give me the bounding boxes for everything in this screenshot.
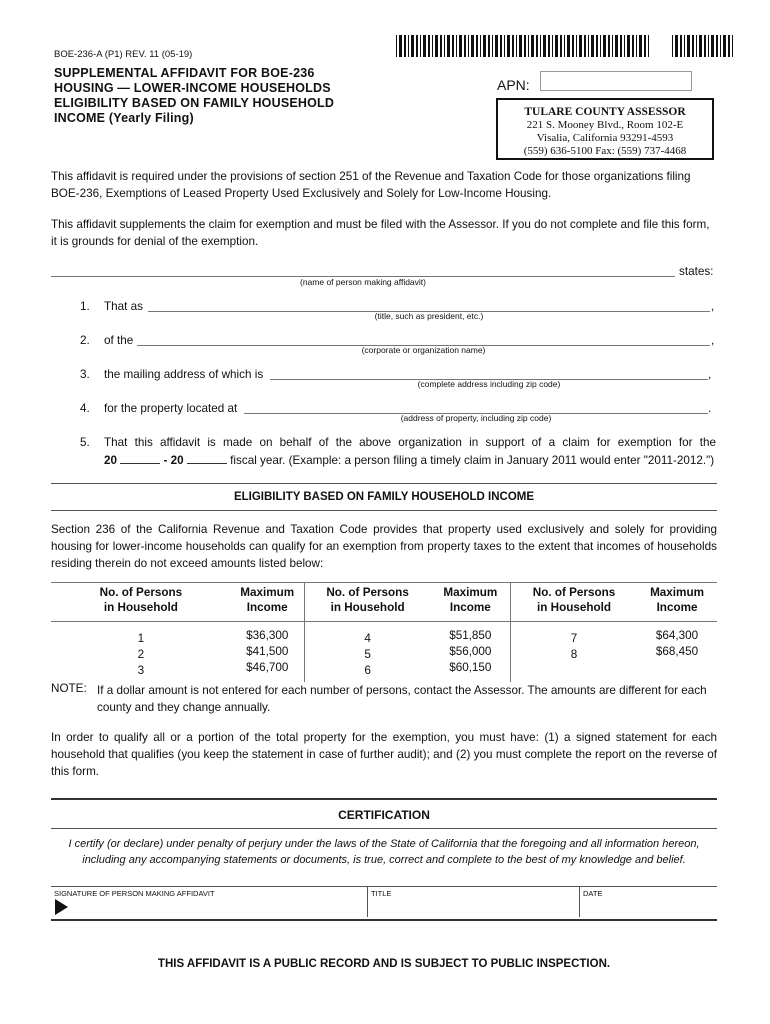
affiant-hint: (name of person making affidavit) bbox=[300, 277, 426, 287]
col-header-persons: No. of Persons in Household bbox=[511, 583, 638, 622]
title-line: ELIGIBILITY BASED ON FAMILY HOUSEHOLD bbox=[54, 96, 335, 110]
cert-line: I certify (or declare) under penalty of perjury under the laws of the State of California that the foregoing and all information hereon, bbox=[68, 838, 700, 850]
barcode bbox=[396, 35, 652, 57]
note-text: If a dollar amount is not entered for each number of persons, contact the Assessor. The amounts are different for each county and they change annually. bbox=[97, 684, 707, 714]
signature-row bbox=[51, 886, 717, 921]
assessor-address-line: Visalia, California 93291-4593 bbox=[536, 132, 674, 144]
item-hint: (corporate or organization name) bbox=[361, 345, 486, 355]
signature-label: SIGNATURE OF PERSON MAKING AFFIDAVIT bbox=[54, 889, 215, 898]
form-number: BOE-236-A (P1) REV. 11 (05-19) bbox=[54, 49, 193, 60]
fiscal-year-text: fiscal year. (Example: a person filing a timely claim in January 2011 would enter "2011-2012.") bbox=[230, 454, 715, 467]
divider bbox=[51, 798, 717, 800]
table-header-row bbox=[51, 583, 717, 622]
col-header-persons: No. of Persons in Household bbox=[304, 583, 431, 622]
title-line: INCOME (Yearly Filing) bbox=[54, 111, 194, 125]
title-label: TITLE bbox=[371, 889, 392, 898]
item-number: 1. bbox=[80, 300, 90, 313]
item-label: of the bbox=[104, 334, 134, 347]
title-signature-field[interactable] bbox=[367, 887, 579, 917]
item-punct: , bbox=[708, 368, 712, 381]
year-start-field[interactable] bbox=[120, 453, 160, 464]
item-punct: , bbox=[711, 334, 715, 347]
apn-input[interactable] bbox=[540, 71, 692, 91]
item-hint: (title, such as president, etc.) bbox=[374, 311, 484, 321]
divider bbox=[51, 828, 717, 829]
table-row bbox=[51, 622, 717, 683]
col-header-income: Maximum Income bbox=[431, 583, 511, 622]
item-number: 5. bbox=[80, 436, 90, 449]
note-label: NOTE: bbox=[51, 682, 87, 695]
states-label: states: bbox=[679, 265, 714, 278]
item-number: 4. bbox=[80, 402, 90, 415]
sign-here-arrow-icon bbox=[55, 899, 68, 915]
form-title bbox=[54, 66, 334, 126]
eligibility-paragraph: Section 236 of the California Revenue and Taxation Code provides that property used exclusively and solely for providing housing for lower-income households can qualify for an exemption from property taxes to the extent that incomes of households residing therein do not exceed amounts listed below: bbox=[51, 523, 717, 570]
date-label: DATE bbox=[583, 889, 603, 898]
title-line: HOUSING — LOWER-INCOME HOUSEHOLDS bbox=[54, 81, 331, 95]
cert-line: including any accompanying statements or documents, is true, correct and complete to the best of my knowledge and belief. bbox=[82, 854, 686, 866]
col-header-income: Maximum Income bbox=[637, 583, 717, 622]
title-line: SUPPLEMENTAL AFFIDAVIT FOR BOE-236 bbox=[54, 66, 315, 80]
apn-label: APN: bbox=[497, 77, 530, 93]
barcode-small bbox=[672, 35, 736, 57]
signature-field[interactable] bbox=[51, 887, 367, 917]
divider bbox=[51, 510, 717, 511]
income-cell: $36,300 $41,500 $46,700 bbox=[246, 629, 289, 674]
col-header-persons: No. of Persons in Household bbox=[51, 583, 231, 622]
assessor-address-line: 221 S. Mooney Blvd., Room 102-E bbox=[526, 119, 684, 131]
public-record-notice: THIS AFFIDAVIT IS A PUBLIC RECORD AND IS SUBJECT TO PUBLIC INSPECTION. bbox=[157, 958, 611, 970]
qualify-paragraph: In order to qualify all or a portion of the total property for the exemption, you must have: (1) a signed statement for each household that qualifies (you keep the statement in case of further audit); and (2) you must complete the report on the reverse of this form. bbox=[51, 731, 717, 778]
col-header-income: Maximum Income bbox=[231, 583, 304, 622]
intro-paragraph: This affidavit supplements the claim for exemption and must be filed with the Assessor. If you do not complete and file this form, it is grounds for denial of the exemption. bbox=[51, 218, 710, 248]
certification-heading: CERTIFICATION bbox=[338, 808, 430, 822]
item-punct: . bbox=[708, 402, 712, 415]
item-label: the mailing address of which is bbox=[104, 368, 264, 381]
item-label: That as bbox=[104, 300, 143, 313]
item-number: 2. bbox=[80, 334, 90, 347]
fiscal-year-line bbox=[104, 453, 716, 467]
persons-cell: 7 8 bbox=[511, 622, 638, 683]
date-field[interactable] bbox=[579, 887, 717, 917]
item5-text: That this affidavit is made on behalf of the above organization in support of a claim for exemption for the bbox=[104, 436, 716, 449]
item-punct: , bbox=[711, 300, 715, 313]
year-prefix: 20 bbox=[104, 454, 118, 467]
year-dash: - 20 bbox=[163, 454, 184, 467]
item-label: for the property located at bbox=[104, 402, 238, 415]
eligibility-heading: ELIGIBILITY BASED ON FAMILY HOUSEHOLD INCOME bbox=[233, 491, 535, 503]
persons-cell: 1 2 3 bbox=[137, 632, 145, 677]
item-hint: (address of property, including zip code) bbox=[400, 413, 552, 423]
item-number: 3. bbox=[80, 368, 90, 381]
assessor-name: TULARE COUNTY ASSESSOR bbox=[524, 106, 686, 118]
item-hint: (complete address including zip code) bbox=[417, 379, 561, 389]
assessor-box bbox=[496, 98, 714, 160]
income-cell: $64,300 $68,450 bbox=[655, 629, 699, 658]
income-limits-table bbox=[51, 582, 717, 682]
assessor-phone: (559) 636-5100 Fax: (559) 737-4468 bbox=[523, 145, 687, 157]
persons-cell: 4 5 6 bbox=[304, 622, 431, 683]
divider bbox=[51, 483, 717, 484]
certification-statement bbox=[51, 836, 717, 868]
income-cell: $51,850 $56,000 $60,150 bbox=[449, 629, 492, 674]
intro-paragraph: This affidavit is required under the provisions of section 251 of the Revenue and Taxation Code for those organizations filing BOE-236, Exemptions of Leased Property Used Exclusively and Solely for Low-Income Housing. bbox=[51, 170, 691, 200]
year-end-field[interactable] bbox=[187, 453, 227, 464]
